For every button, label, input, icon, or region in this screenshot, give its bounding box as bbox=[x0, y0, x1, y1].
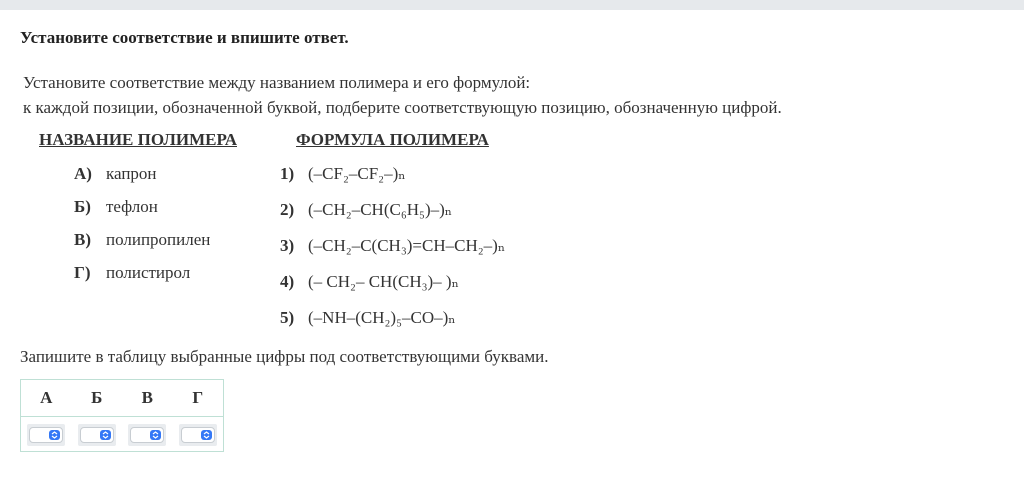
answer-table-row bbox=[21, 417, 223, 452]
formula-item-1 bbox=[280, 164, 406, 184]
formula-text: (–CH₂–C(CH₃)=CH–CH₂–)ₙ bbox=[308, 236, 506, 255]
answer-cell-a bbox=[21, 424, 72, 446]
updown-chevron-icon[interactable] bbox=[150, 430, 161, 440]
updown-chevron-icon[interactable] bbox=[49, 430, 60, 440]
intro-line-2: к каждой позиции, обозначенной буквой, подберите соответствующую позицию, обозначенную цифрой. bbox=[23, 98, 782, 117]
answer-header-g: Г bbox=[192, 388, 204, 407]
answer-select-g[interactable] bbox=[179, 424, 217, 446]
select-field[interactable] bbox=[181, 427, 215, 443]
formula-number: 4) bbox=[280, 272, 295, 291]
answer-cell-v bbox=[122, 424, 173, 446]
task-intro bbox=[23, 70, 782, 120]
select-field[interactable] bbox=[80, 427, 114, 443]
name-item-b bbox=[74, 197, 158, 217]
formula-number: 5) bbox=[280, 308, 295, 327]
top-bar bbox=[0, 0, 1024, 10]
answer-header-a: А bbox=[40, 388, 53, 407]
formula-item-2 bbox=[280, 200, 452, 220]
answer-select-a[interactable] bbox=[27, 424, 65, 446]
updown-chevron-icon[interactable] bbox=[201, 430, 212, 440]
answer-table-header bbox=[21, 380, 223, 417]
answer-cell-b bbox=[72, 424, 123, 446]
answer-select-v[interactable] bbox=[128, 424, 166, 446]
formula-number: 1) bbox=[280, 164, 295, 183]
name-letter: В) bbox=[74, 230, 91, 249]
answer-select-b[interactable] bbox=[78, 424, 116, 446]
name-item-a bbox=[74, 164, 157, 184]
name-text: капрон bbox=[106, 164, 157, 183]
name-text: полистирол bbox=[106, 263, 191, 282]
task-heading: Установите соответствие и впишите ответ. bbox=[20, 28, 349, 47]
formula-item-3 bbox=[280, 236, 505, 256]
name-letter: Б) bbox=[74, 197, 91, 216]
polymer-formula-header: ФОРМУЛА ПОЛИМЕРА bbox=[296, 130, 489, 149]
answer-instruction: Запишите в таблицу выбранные цифры под соответствующими буквами. bbox=[20, 347, 549, 366]
formula-text: (–CH₂–CH(C₆H₅)–)ₙ bbox=[308, 200, 453, 219]
updown-chevron-icon[interactable] bbox=[100, 430, 111, 440]
formula-text: (–NH–(CH₂)₅–CO–)ₙ bbox=[308, 308, 456, 327]
formula-number: 2) bbox=[280, 200, 295, 219]
formula-text: (– CH₂– CH(CH₃)– )ₙ bbox=[308, 272, 459, 291]
select-field[interactable] bbox=[29, 427, 63, 443]
name-text: тефлон bbox=[106, 197, 158, 216]
name-letter: Г) bbox=[74, 263, 91, 282]
formula-number: 3) bbox=[280, 236, 295, 255]
polymer-name-header: НАЗВАНИЕ ПОЛИМЕРА bbox=[39, 130, 237, 149]
formula-item-4 bbox=[280, 272, 459, 292]
answer-table bbox=[20, 379, 224, 452]
answer-header-v: В bbox=[141, 388, 153, 407]
formula-text: (–CF₂–CF₂–)ₙ bbox=[308, 164, 406, 183]
formula-item-5 bbox=[280, 308, 456, 328]
answer-cell-g bbox=[173, 424, 224, 446]
name-item-g bbox=[74, 263, 190, 283]
name-letter: А) bbox=[74, 164, 92, 183]
name-item-v bbox=[74, 230, 210, 250]
select-field[interactable] bbox=[130, 427, 164, 443]
name-text: полипропилен bbox=[106, 230, 211, 249]
answer-header-b: Б bbox=[91, 388, 103, 407]
intro-line-1: Установите соответствие между названием полимера и его формулой: bbox=[23, 73, 531, 92]
